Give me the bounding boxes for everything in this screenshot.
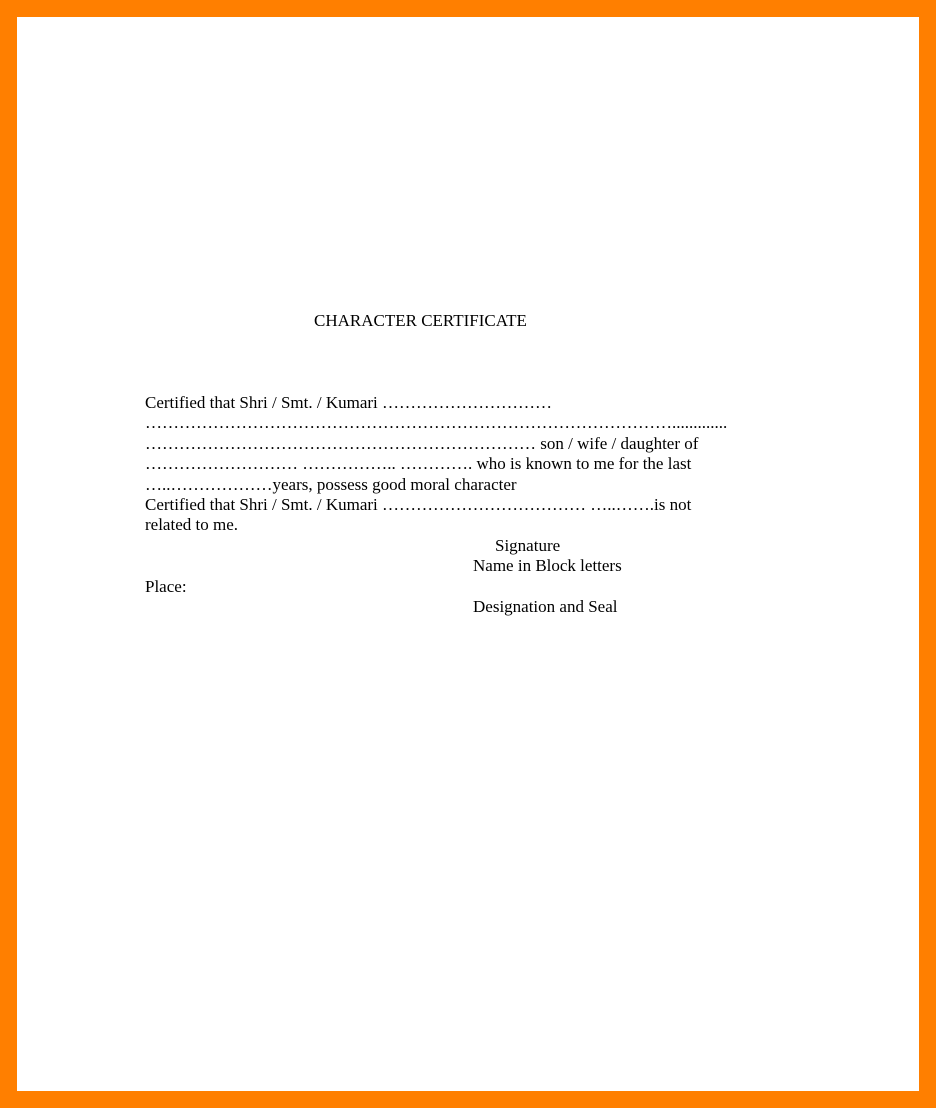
body-line: Certified that Shri / Smt. / Kumari ……………………………… …..…….is not (145, 495, 692, 515)
name-block-letters-label: Name in Block letters (473, 556, 622, 575)
certificate-body (145, 393, 727, 536)
body-line: …..………………years, possess good moral character (145, 474, 517, 494)
body-line: related to me. (145, 515, 238, 535)
place-label: Place: (145, 577, 187, 596)
signature-label: Signature (495, 536, 561, 555)
body-line: Certified that Shri / Smt. / Kumari ………………………… (145, 393, 553, 412)
designation-seal-label: Designation and Seal (473, 597, 618, 616)
certificate-page (17, 17, 919, 1091)
document-title: CHARACTER CERTIFICATE (314, 311, 527, 330)
body-line: ……………………… …………….. …………. who is known to me for the last (145, 454, 692, 474)
body-line: …………………………………………………………… son / wife / daughter of (145, 433, 699, 453)
body-line: …………………………………………………………………………………............. (145, 413, 728, 433)
